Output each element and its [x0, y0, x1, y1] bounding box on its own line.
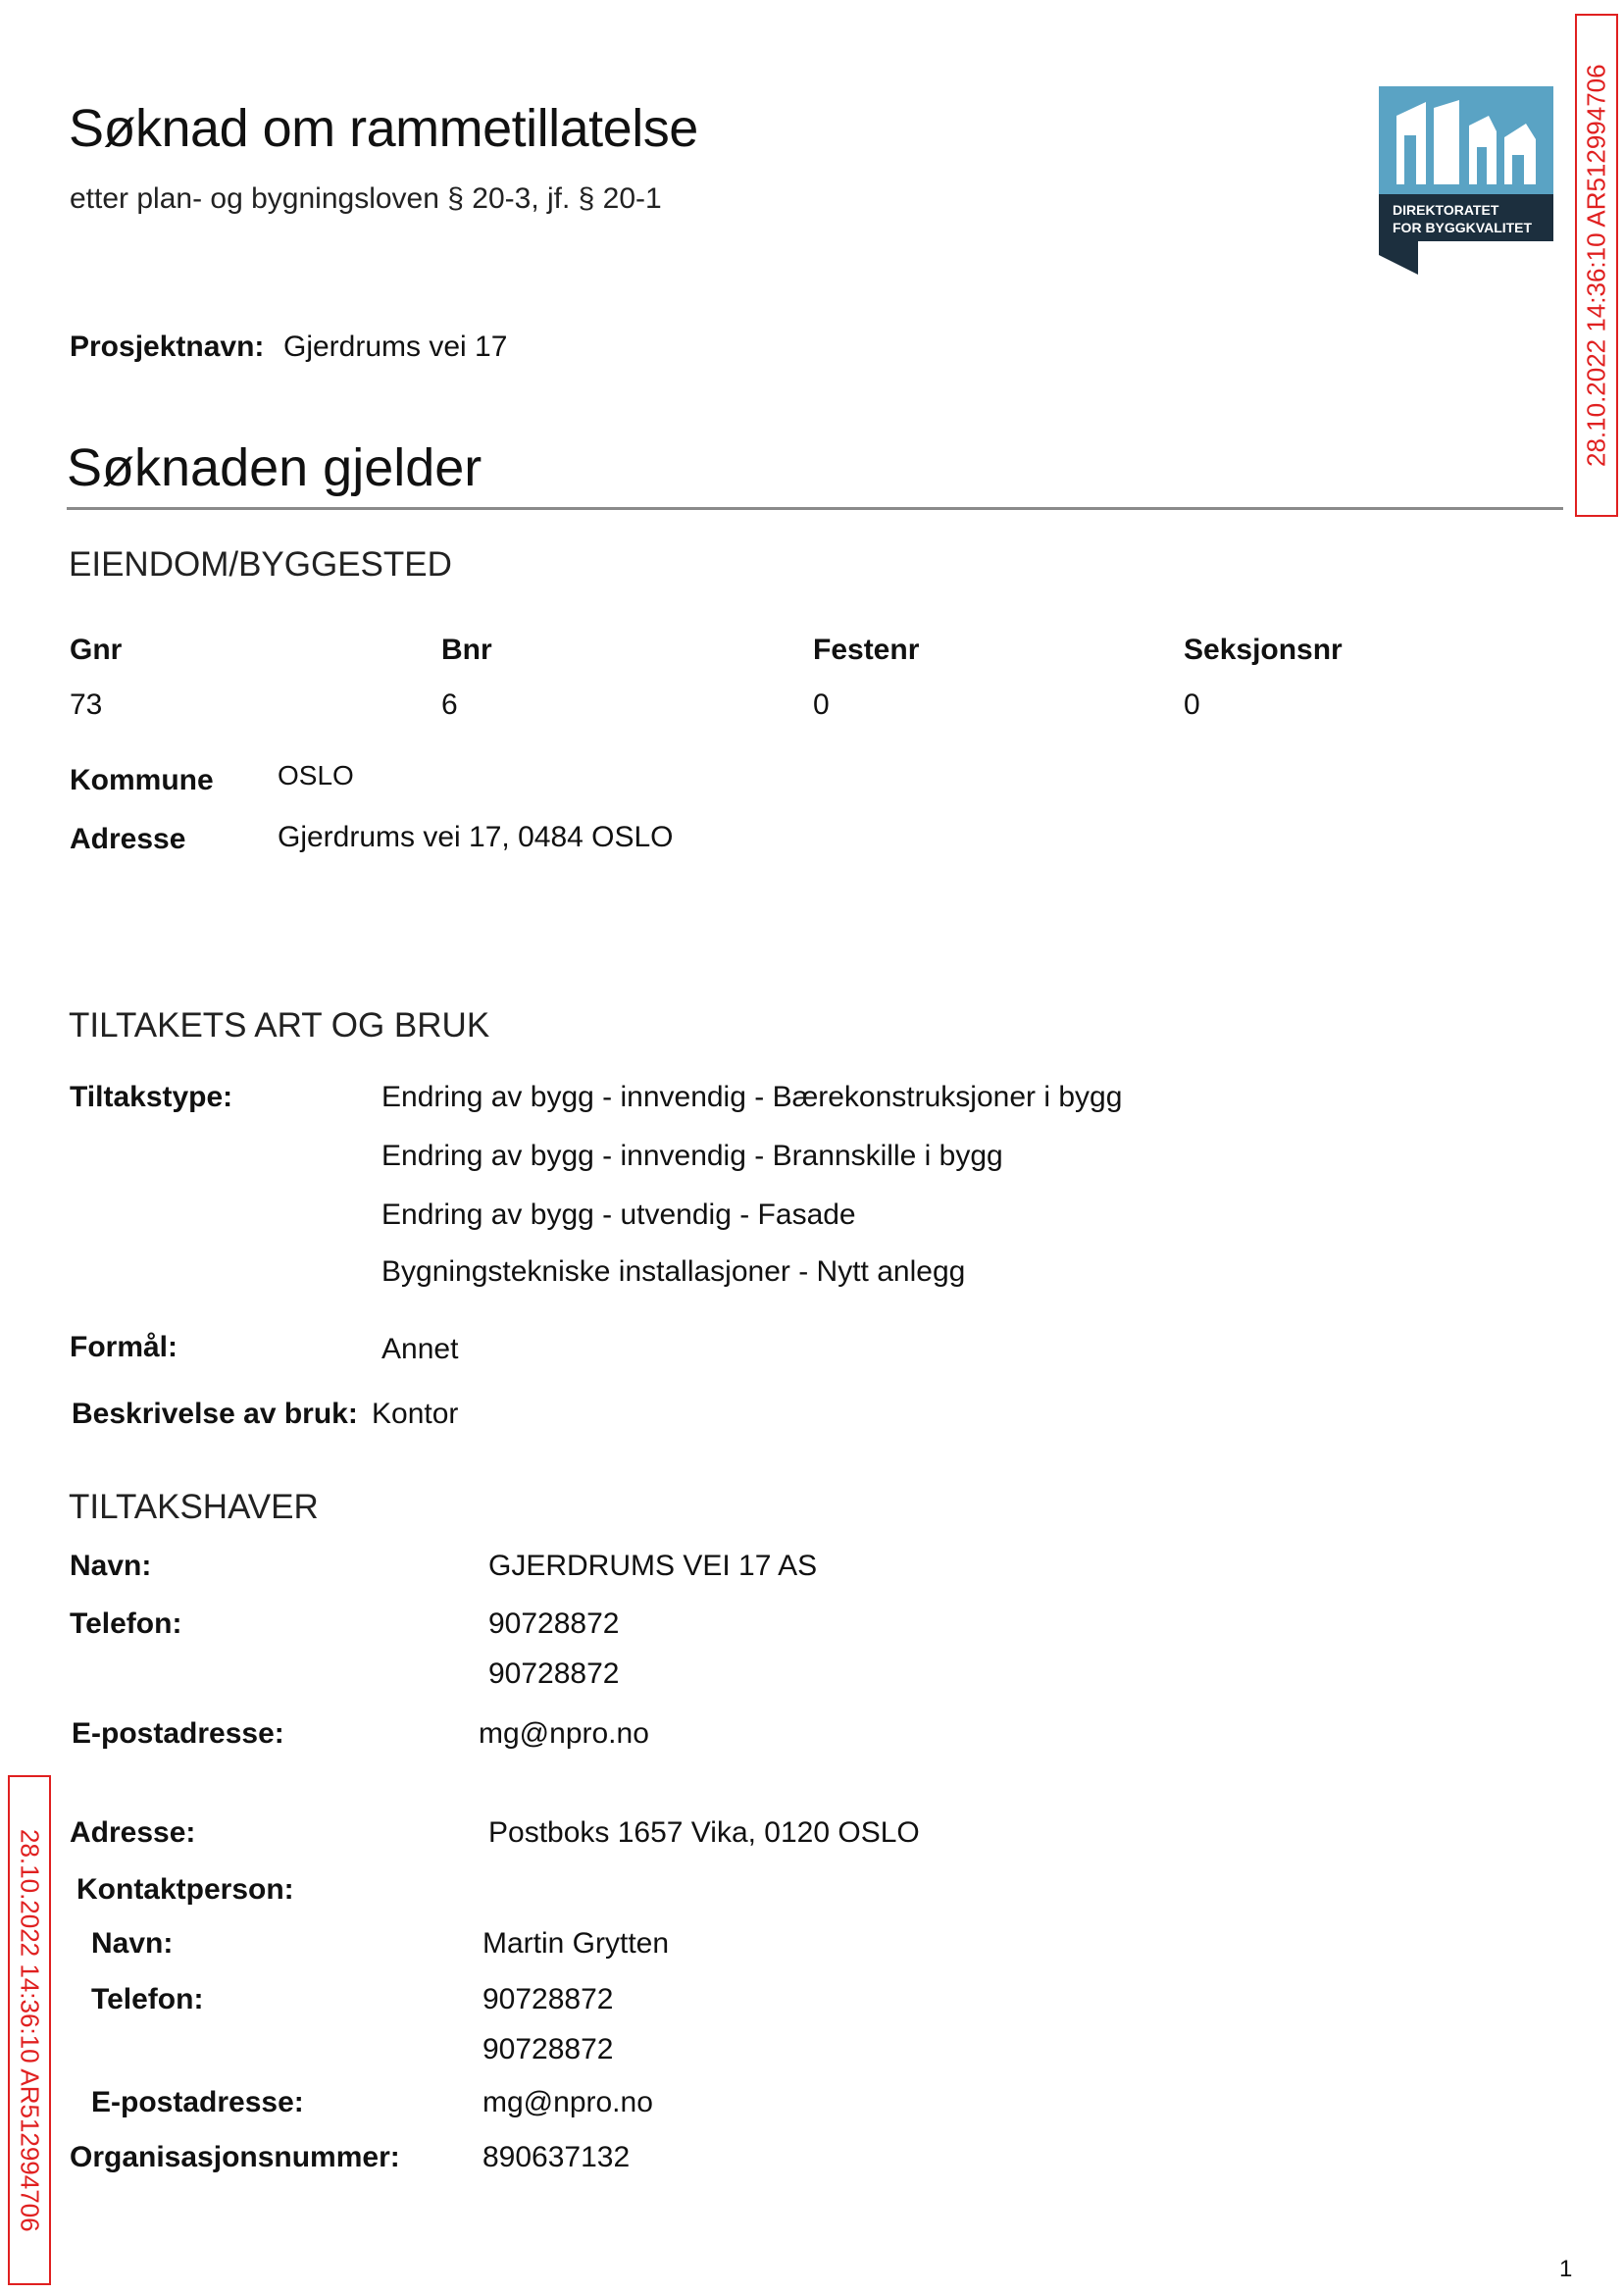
tiltak-heading: TILTAKETS ART OG BRUK [69, 1006, 490, 1045]
kontakt-telefon-label: Telefon: [91, 1983, 204, 2015]
festenr-value: 0 [813, 688, 830, 721]
tiltakstype-label: Tiltakstype: [70, 1081, 233, 1113]
tiltakshaver-telefon-2: 90728872 [488, 1657, 620, 1690]
tiltakstype-item: Endring av bygg - innvendig - Bærekonstruksjoner i bygg [381, 1081, 1123, 1113]
kontakt-epost-value: mg@npro.no [482, 2086, 653, 2118]
kontakt-telefon-2: 90728872 [482, 2033, 614, 2065]
section-divider [67, 507, 1563, 510]
property-heading: EIENDOM/BYGGESTED [69, 545, 452, 584]
bnr-label: Bnr [441, 634, 492, 666]
timestamp-stamp-right: 28.10.2022 14:36:10 AR512994706 [1575, 14, 1618, 517]
formal-label: Formål: [70, 1331, 178, 1363]
bruk-label: Beskrivelse av bruk: [72, 1398, 358, 1430]
gnr-value: 73 [70, 688, 103, 721]
kommune-label: Kommune [70, 764, 214, 796]
page-number: 1 [1559, 2256, 1573, 2282]
kommune-value: OSLO [278, 760, 354, 790]
kontakt-navn-value: Martin Grytten [482, 1927, 670, 1960]
timestamp-stamp-left: 28.10.2022 14:36:10 AR512994706 [8, 1775, 51, 2285]
seksjonsnr-label: Seksjonsnr [1184, 634, 1343, 666]
tiltakshaver-navn-value: GJERDRUMS VEI 17 AS [488, 1550, 818, 1582]
tiltakstype-item: Endring av bygg - innvendig - Brannskille i bygg [381, 1140, 1003, 1172]
adresse-value: Gjerdrums vei 17, 0484 OSLO [278, 821, 674, 853]
tiltakstype-item: Endring av bygg - utvendig - Fasade [381, 1198, 856, 1231]
logo-text-line2: FOR BYGGKVALITET [1393, 220, 1533, 235]
tiltakshaver-epost-value: mg@npro.no [479, 1717, 649, 1750]
tiltakshaver-epost-label: E-postadresse: [72, 1717, 284, 1750]
project-name-value: Gjerdrums vei 17 [283, 331, 508, 363]
gnr-label: Gnr [70, 634, 123, 666]
kontaktperson-label: Kontaktperson: [76, 1873, 294, 1906]
festenr-label: Festenr [813, 634, 920, 666]
document-subtitle: etter plan- og bygningsloven § 20-3, jf. § 20-1 [70, 182, 662, 215]
tiltakstype-item: Bygningstekniske installasjoner - Nytt anlegg [381, 1255, 966, 1288]
document-title: Søknad om rammetillatelse [69, 99, 698, 158]
kontakt-navn-label: Navn: [91, 1927, 174, 1960]
bruk-value: Kontor [372, 1398, 459, 1430]
tiltakshaver-heading: TILTAKSHAVER [69, 1488, 319, 1526]
seksjonsnr-value: 0 [1184, 688, 1200, 721]
formal-value: Annet [381, 1333, 459, 1365]
organisasjonsnummer-label: Organisasjonsnummer: [70, 2141, 400, 2173]
section-title: Søknaden gjelder [67, 438, 482, 497]
tiltakshaver-telefon-1: 90728872 [488, 1607, 620, 1640]
kontakt-telefon-1: 90728872 [482, 1983, 614, 2015]
adresse-label: Adresse [70, 823, 186, 855]
tiltakshaver-adresse-value: Postboks 1657 Vika, 0120 OSLO [488, 1816, 920, 1849]
dibk-logo [1379, 86, 1553, 275]
kontakt-epost-label: E-postadresse: [91, 2086, 304, 2118]
bnr-value: 6 [441, 688, 458, 721]
tiltakshaver-adresse-label: Adresse: [70, 1816, 196, 1849]
project-name-label: Prosjektnavn: [70, 331, 265, 363]
logo-text-line1: DIREKTORATET [1393, 202, 1499, 218]
organisasjonsnummer-value: 890637132 [482, 2141, 631, 2173]
tiltakshaver-telefon-label: Telefon: [70, 1607, 182, 1640]
tiltakshaver-navn-label: Navn: [70, 1550, 152, 1582]
dibk-logo-graphic [1379, 86, 1553, 275]
